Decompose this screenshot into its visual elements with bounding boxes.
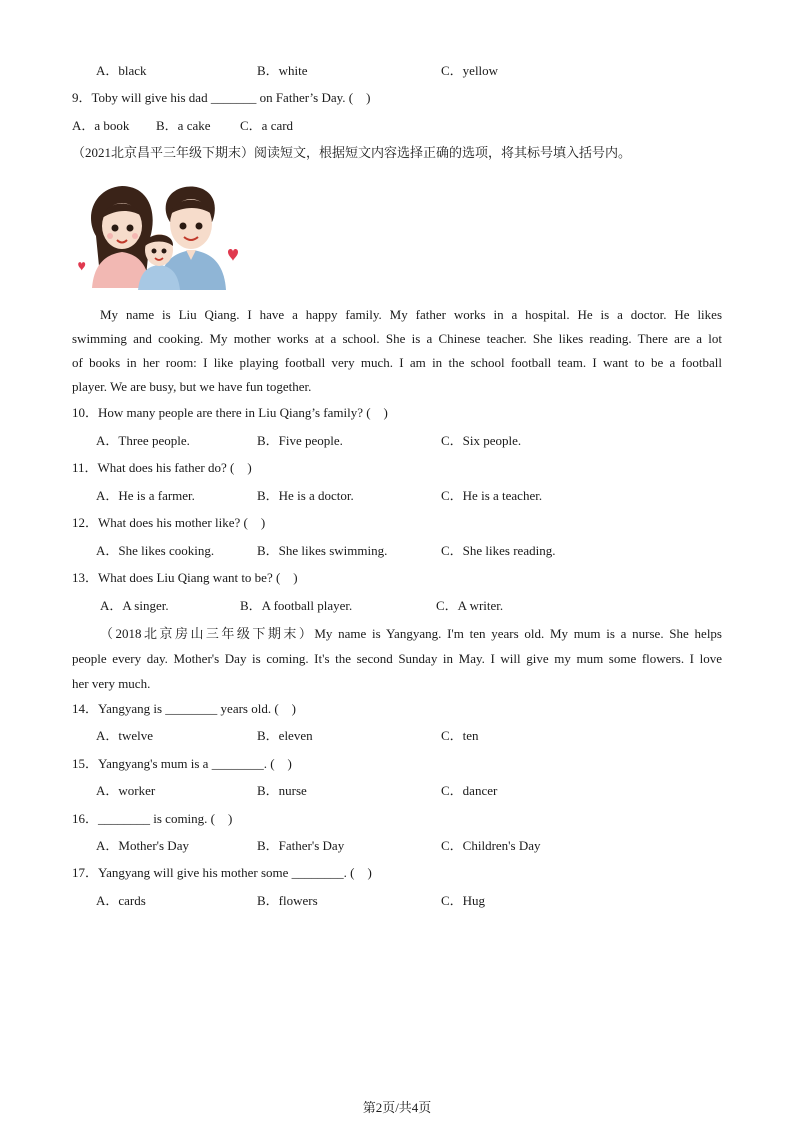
q12-option-b: B．She likes swimming. — [257, 543, 388, 558]
question-14: 14．Yangyang is ________ years old. ( ) — [72, 701, 296, 716]
passage-2-line: people every day. Mother's Day is coming. It's the second Sunday in May. I will give my mum some flowers. I love — [72, 651, 722, 666]
q10-option-b: B．Five people. — [257, 433, 343, 448]
q9-option-a: A．a book — [72, 118, 130, 133]
q16-option-c: C．Children's Day — [441, 838, 541, 853]
q11-option-a: A．He is a farmer. — [96, 488, 195, 503]
family-portrait-icon — [74, 176, 244, 291]
q16-option-b: B．Father's Day — [257, 838, 345, 853]
q12-option-c: C．She likes reading. — [441, 543, 556, 558]
reading-passage-1 — [72, 303, 722, 399]
q10-option-c: C．Six people. — [441, 433, 522, 448]
question-17: 17．Yangyang will give his mother some ________. ( ) — [72, 865, 372, 880]
question-11: 11．What does his father do? ( ) — [72, 460, 252, 475]
question-16: 16．________ is coming. ( ) — [72, 811, 233, 826]
q17-option-a: A．cards — [96, 893, 146, 908]
q15-option-a: A．worker — [96, 783, 156, 798]
q13-option-a: A．A singer. — [100, 598, 169, 613]
passage-1-line: player. We are busy, but we have fun together. — [72, 379, 312, 394]
passage-2-line: （2018北京房山三年级下期末）My name is Yangyang. I'm ten years old. My mum is a nurse. She helps — [100, 626, 722, 641]
q17-option-c: C．Hug — [441, 893, 486, 908]
reading-passage-2 — [72, 621, 722, 696]
section-1-instruction: （2021北京昌平三年级下期末）阅读短文，根据短文内容选择正确的选项，将其标号填入括号内。 — [72, 145, 632, 160]
q15-option-c: C．dancer — [441, 783, 498, 798]
question-12: 12．What does his mother like? ( ) — [72, 515, 266, 530]
q13-option-b: B．A football player. — [240, 598, 353, 613]
q8-option-a: A．black — [96, 63, 147, 78]
question-9: 9．Toby will give his dad _______ on Father’s Day. ( ) — [72, 90, 371, 105]
passage-1-line: My name is Liu Qiang. I have a happy family. My father works in a hospital. He is a doctor. He likes — [100, 307, 722, 322]
q14-option-c: C．ten — [441, 728, 479, 743]
passage-1-line: swimming and cooking. My mother works at a school. She is a Chinese teacher. She likes reading. There are a lot — [72, 331, 722, 346]
q8-option-b: B．white — [257, 63, 308, 78]
q9-option-b: B．a cake — [156, 118, 211, 133]
q13-option-c: C．A writer. — [436, 598, 504, 613]
q11-option-c: C．He is a teacher. — [441, 488, 543, 503]
passage-1-line: of books in her room: I like playing football very much. I am in the school football team. I want to be a football — [72, 355, 722, 370]
passage-2-line: her very much. — [72, 676, 151, 691]
page-number: 第2页/共4页 — [362, 1100, 432, 1115]
q12-option-a: A．She likes cooking. — [96, 543, 215, 558]
q15-option-b: B．nurse — [257, 783, 307, 798]
q8-option-c: C．yellow — [441, 63, 499, 78]
q11-option-b: B．He is a doctor. — [257, 488, 354, 503]
q9-option-c: C．a card — [240, 118, 294, 133]
q14-option-b: B．eleven — [257, 728, 313, 743]
question-10: 10．How many people are there in Liu Qiang’s family? ( ) — [72, 405, 388, 420]
question-13: 13．What does Liu Qiang want to be? ( ) — [72, 570, 298, 585]
q16-option-a: A．Mother's Day — [96, 838, 189, 853]
q10-option-a: A．Three people. — [96, 433, 190, 448]
question-15: 15．Yangyang's mum is a ________. ( ) — [72, 756, 292, 771]
q14-option-a: A．twelve — [96, 728, 154, 743]
q17-option-b: B．flowers — [257, 893, 318, 908]
